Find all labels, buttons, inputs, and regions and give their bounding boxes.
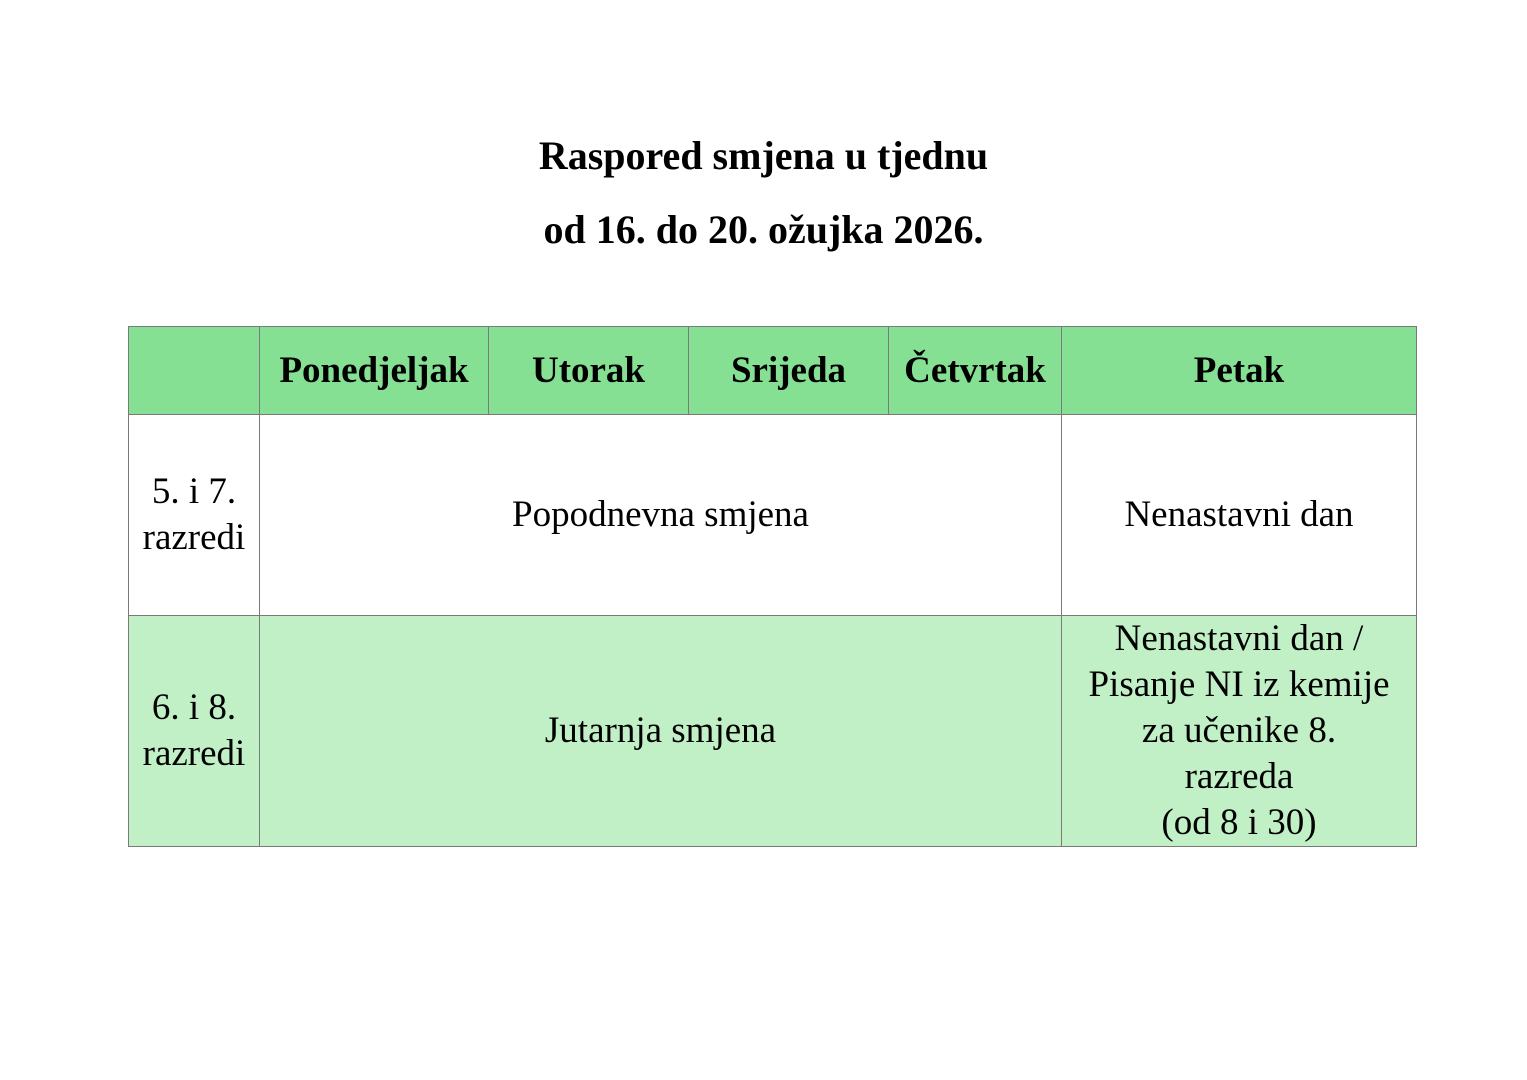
table-header-row (129, 327, 1417, 415)
friday-cell: Nenastavni dan / Pisanje NI iz kemije za učenike 8. razreda (od 8 i 30) (1062, 616, 1417, 847)
page-subtitle-dates: od 16. do 20. ožujka 2026. (543, 207, 984, 252)
header-friday: Petak (1062, 327, 1417, 415)
table-row (129, 415, 1417, 616)
header-thursday: Četvrtak (889, 327, 1062, 415)
table-row (129, 616, 1417, 847)
header-monday: Ponedjeljak (260, 327, 489, 415)
header-corner (129, 327, 260, 415)
mon-thu-shift-cell: Popodnevna smjena (260, 415, 1062, 616)
friday-cell: Nenastavni dan (1062, 415, 1417, 616)
header-tuesday: Utorak (489, 327, 689, 415)
header-wednesday: Srijeda (689, 327, 889, 415)
page-title: Raspored smjena u tjednu (538, 133, 989, 178)
shift-schedule-table (128, 326, 1417, 847)
mon-thu-shift-cell: Jutarnja smjena (260, 616, 1062, 847)
row-group-label: 5. i 7. razredi (129, 415, 260, 616)
row-group-label: 6. i 8. razredi (129, 616, 260, 847)
